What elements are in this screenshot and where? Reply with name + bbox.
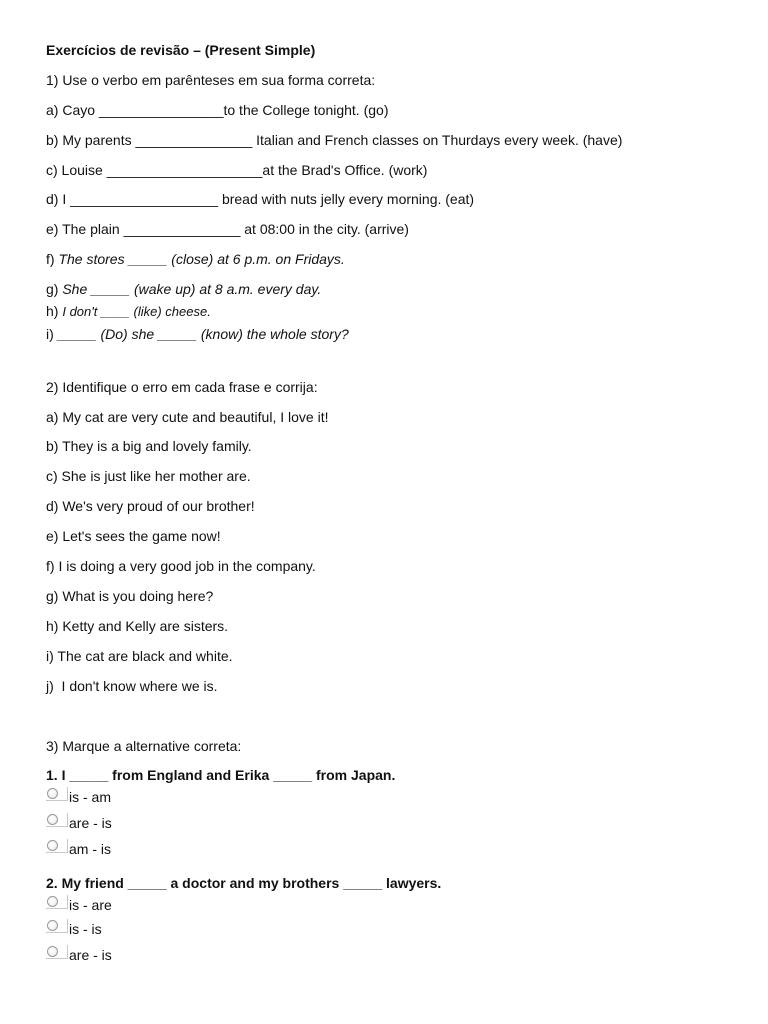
- question-text: 1. I _____ from England and Erika _____ from Japan.: [46, 767, 396, 783]
- exercise-item: j) I don't know where we is.: [46, 678, 218, 694]
- answer-option[interactable]: [46, 787, 246, 807]
- radio-button[interactable]: [47, 920, 58, 931]
- exercise-item: i) The cat are black and white.: [46, 648, 233, 664]
- answer-option[interactable]: [46, 813, 246, 833]
- exercise-item: [46, 280, 321, 298]
- exercise-item: [46, 302, 211, 321]
- exercise-item: b) My parents _______________ Italian and French classes on Thurdays every week. (have): [46, 132, 623, 148]
- option-label: is - am: [69, 789, 111, 805]
- question-text: 2. My friend _____ a doctor and my brothers _____ lawyers.: [46, 875, 442, 891]
- exercise-item: c) She is just like her mother are.: [46, 468, 251, 484]
- exercise-item: c) Louise ____________________at the Brad's Office. (work): [46, 162, 428, 178]
- worksheet-title: Exercícios de revisão – (Present Simple): [46, 42, 316, 58]
- item-prefix: f): [46, 251, 59, 267]
- exercise-item: a) Cayo ________________to the College tonight. (go): [46, 102, 389, 118]
- answer-option[interactable]: [46, 945, 246, 965]
- option-label: am - is: [69, 841, 111, 857]
- radio-button[interactable]: [47, 896, 58, 907]
- exercise-item: a) My cat are very cute and beautiful, I love it!: [46, 409, 329, 425]
- item-text: I don't ____ (like) cheese.: [62, 304, 211, 319]
- option-label: are - is: [69, 947, 112, 963]
- exercise-item: e) Let's sees the game now!: [46, 528, 221, 544]
- exercise-item: f) I is doing a very good job in the company.: [46, 558, 316, 574]
- radio-button[interactable]: [47, 840, 58, 851]
- exercise-item: d) We's very proud of our brother!: [46, 498, 255, 514]
- exercise-item: e) The plain _______________ at 08:00 in the city. (arrive): [46, 221, 409, 237]
- option-label: are - is: [69, 815, 112, 831]
- radio-button[interactable]: [47, 788, 58, 799]
- exercise-item: h) Ketty and Kelly are sisters.: [46, 618, 229, 634]
- answer-option[interactable]: [46, 919, 246, 939]
- exercise-item: b) They is a big and lovely family.: [46, 438, 252, 454]
- exercise-item: [46, 250, 345, 268]
- exercise-item: d) I ___________________ bread with nuts jelly every morning. (eat): [46, 191, 475, 207]
- section1-heading: 1) Use o verbo em parênteses em sua forma correta:: [46, 72, 376, 88]
- exercise-item: g) What is you doing here?: [46, 588, 214, 604]
- exercise-item: [46, 325, 349, 343]
- item-prefix: i): [46, 326, 58, 342]
- option-label: is - are: [69, 897, 112, 913]
- section2-heading: 2) Identifique o erro em cada frase e corrija:: [46, 379, 318, 395]
- option-label: is - is: [69, 921, 102, 937]
- radio-button[interactable]: [47, 946, 58, 957]
- item-text: The stores _____ (close) at 6 p.m. on Fridays.: [58, 251, 345, 267]
- radio-button[interactable]: [47, 814, 58, 825]
- item-prefix: h): [46, 303, 63, 319]
- answer-option[interactable]: [46, 895, 246, 915]
- item-prefix: g): [46, 281, 63, 297]
- section3-heading: 3) Marque a alternative correta:: [46, 738, 242, 754]
- item-text: _____ (Do) she _____ (know) the whole story?: [57, 326, 349, 342]
- item-text: She _____ (wake up) at 8 a.m. every day.: [62, 281, 322, 297]
- answer-option[interactable]: [46, 839, 246, 859]
